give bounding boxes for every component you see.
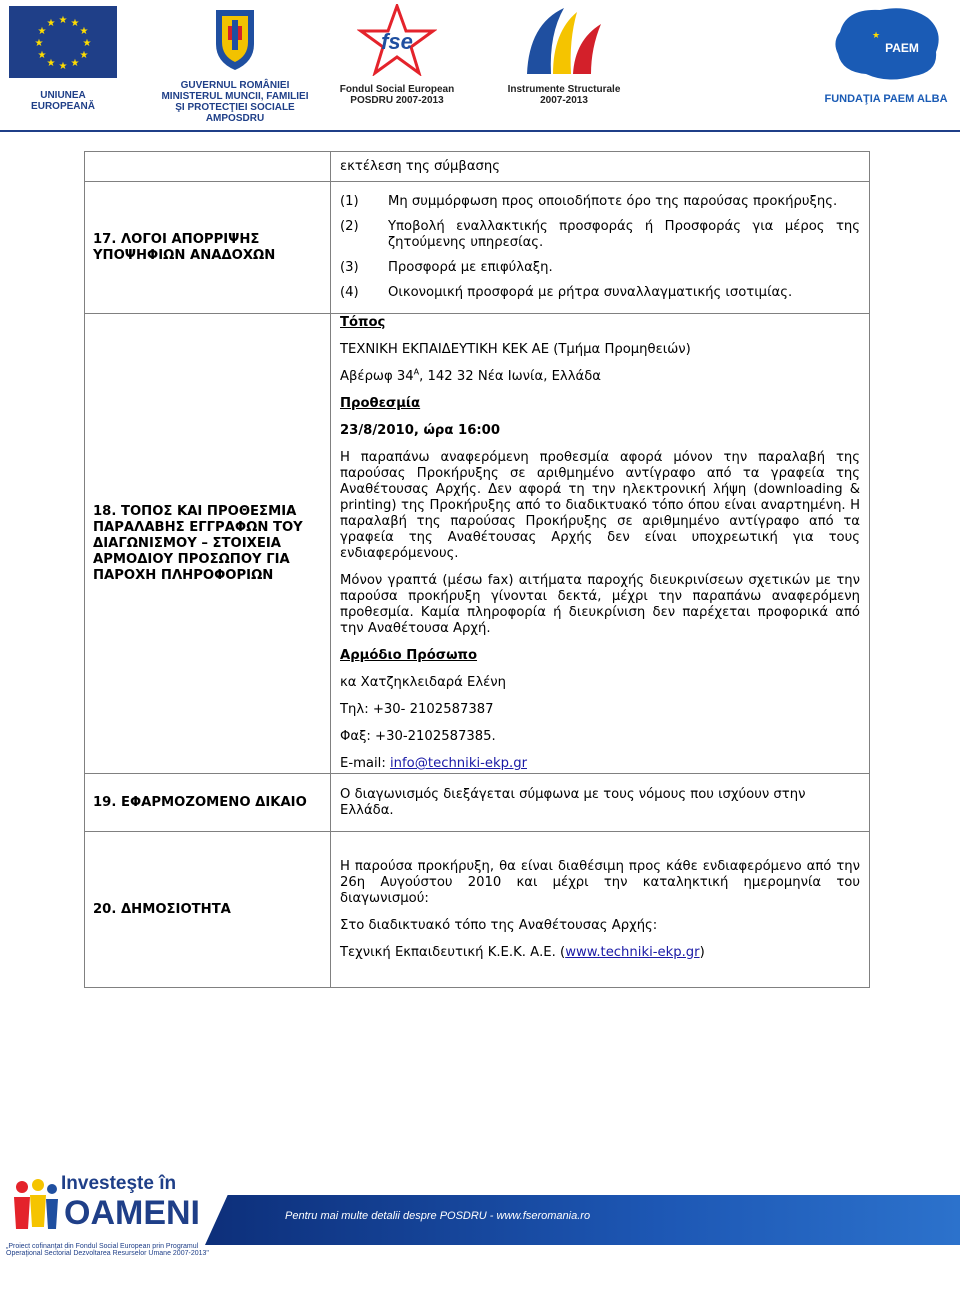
contact-name: κα Χατζηκλειδαρά Ελένη	[340, 675, 507, 690]
section-17-label: 17. ΛΟΓΟΙ ΑΠΟΡΡΙΨΗΣ ΥΠΟΨΗΦΙΩΝ ΑΝΑΔΟΧΩΝ	[93, 231, 276, 263]
section-19-label-cell	[85, 774, 331, 832]
government-caption-2: MINISTERUL MUNCII, FAMILIEI	[161, 91, 309, 102]
people-figures-icon	[8, 1177, 60, 1235]
fse-wordmark: fse	[381, 29, 413, 54]
deadline-heading: Προθεσμία	[340, 396, 421, 411]
page-header	[0, 0, 960, 130]
coat-of-arms-icon	[210, 4, 260, 72]
tender-details-table	[84, 151, 870, 988]
eu-flag-icon	[9, 6, 117, 78]
svg-text:★: ★	[37, 26, 47, 37]
government-logo	[160, 4, 310, 124]
list-item-number: (3)	[340, 260, 359, 275]
header-divider	[0, 130, 960, 132]
footer-logo-line-1: Investeşte în	[61, 1173, 177, 1194]
fse-caption-2: POSDRU 2007-2013	[350, 95, 444, 106]
svg-text:★: ★	[58, 61, 68, 72]
contract-execution-text: εκτέλεση της σύμβασης	[340, 158, 500, 174]
email-link[interactable]: info@techniki-ekp.gr	[389, 756, 527, 771]
address	[340, 369, 860, 385]
closing-paren: )	[699, 944, 705, 960]
section-20-label-cell	[85, 832, 331, 988]
list-item	[340, 194, 860, 210]
structural-instruments-caption-1: Instrumente Structurale	[507, 84, 621, 95]
eu-logo	[8, 6, 118, 112]
contact-heading: Αρμόδιο Πρόσωπο	[340, 648, 478, 663]
government-caption-3: ŞI PROTECŢIEI SOCIALE	[175, 102, 295, 113]
government-caption-1: GUVERNUL ROMÂNIEI	[180, 80, 290, 91]
list-item-number: (4)	[340, 285, 359, 300]
footer-small-line-1: „Proiect cofinanţat din Fondul Social European prin Programul	[6, 1243, 199, 1250]
address-city: , 142 32 Νέα Ιωνία, Ελλάδα	[419, 369, 601, 384]
table-row	[85, 774, 870, 832]
structural-instruments-caption-2: 2007-2013	[540, 95, 588, 106]
list-item-text: Μη συμμόρφωση προς οποιοδήποτε όρο της παρούσας προκήρυξης.	[388, 194, 838, 209]
paem-wordmark: PAEM	[885, 41, 919, 55]
svg-text:★: ★	[79, 50, 89, 61]
svg-text:★: ★	[34, 38, 44, 49]
list-item	[340, 285, 860, 301]
eu-caption: UNIUNEA EUROPEANĂ	[31, 90, 95, 112]
publicity-paragraph: Η παρούσα προκήρυξη, θα είναι διαθέσιμη προς κάθε ενδιαφερόμενο από την 26η Αυγούστου 2010 και μέχρι την καταληκτική ημερομηνία του διαγωνισμού:	[340, 858, 860, 906]
section-19-label: 19. ΕΦΑΡΜΟΖΟΜΕΝΟ ΔΙΚΑΙΟ	[93, 794, 307, 810]
list-item-text: Υποβολή εναλλακτικής προσφοράς ή Προσφοράς για μέρος της ζητούμενης υπηρεσίας.	[388, 219, 860, 250]
email-label: E-mail:	[340, 756, 390, 771]
svg-text:★: ★	[70, 18, 80, 29]
list-item-number: (2)	[340, 219, 359, 234]
table-cell	[331, 152, 870, 182]
section-17-label-cell	[85, 182, 331, 314]
section-18-value-cell	[331, 314, 870, 774]
list-item	[340, 219, 860, 251]
svg-text:★: ★	[70, 58, 80, 69]
table-row	[85, 182, 870, 314]
table-row	[85, 152, 870, 182]
svg-text:★: ★	[46, 18, 56, 29]
list-item-text: Οικονομική προσφορά με ρήτρα συναλλαγματικής ισοτιμίας.	[388, 285, 793, 300]
table-row	[85, 832, 870, 988]
list-item	[340, 260, 860, 276]
page-footer	[0, 1165, 960, 1297]
table-row	[85, 314, 870, 774]
svg-text:★: ★	[58, 15, 68, 26]
section-17-value-cell	[331, 182, 870, 314]
list-item-text: Προσφορά με επιφύλαξη.	[388, 260, 553, 275]
footer-logo-line-2: OAMENI	[64, 1194, 200, 1232]
section-20-label: 20. ΔΗΜΟΣΙΟΤΗΤΑ	[93, 901, 231, 917]
fse-star-icon	[357, 4, 437, 76]
contact-phone: Τηλ: +30- 2102587387	[340, 702, 494, 717]
government-caption-4: AMPOSDRU	[205, 113, 265, 124]
table-cell-empty	[85, 152, 331, 182]
structural-instruments-icon	[519, 4, 609, 76]
place-name: ΤΕΧΝΙΚΗ ΕΚΠΑΙΔΕΥΤΙΚΗ ΚΕΚ ΑΕ (Τμήμα Προμηθειών)	[340, 342, 691, 357]
posdru-banner-text: Pentru mai multe detalii despre POSDRU - www.fseromania.ro	[285, 1210, 591, 1222]
paem-map-icon	[826, 2, 946, 84]
svg-text:★: ★	[37, 50, 47, 61]
fse-logo	[332, 4, 462, 106]
website-intro: Στο διαδικτυακό τόπο της Αναθέτουσας Αρχής:	[340, 917, 658, 933]
list-item-number: (1)	[340, 194, 359, 209]
investeste-in-oameni-logo	[6, 1173, 209, 1257]
clarifications-paragraph: Μόνον γραπτά (μέσω fax) αιτήματα παροχής διευκρινίσεων σχετικών με την παρούσα προκήρυξη γίνονται δεκτά, μέχρι την παραπάνω αναφερόμενη προθεσμία. Καμία πληροφορία ή διευκρίνιση δεν παρέχεται προφορικά από την Αναθέτουσα Αρχή.	[340, 573, 860, 636]
svg-text:★: ★	[82, 38, 92, 49]
paem-logo	[812, 2, 960, 105]
footer-small-line-2: Operaţional Sectorial Dezvoltarea Resurselor Umane 2007-2013"	[6, 1250, 209, 1257]
svg-text:★: ★	[46, 58, 56, 69]
contact-fax: Φαξ: +30-2102587385.	[340, 729, 496, 744]
place-heading: Τόπος	[340, 315, 386, 330]
contact-email	[340, 756, 860, 772]
deadline-note-paragraph: Η παραπάνω αναφερόμενη προθεσμία αφορά μόνον την παραλαβή της παρούσας Προκήρυξης σε αριθμημένο αντίγραφο από τα γραφεία της Αναθέτουσας Αρχής. Δεν αφορά τη την ηλεκτρονική λήψη (downloading & printing) της Προκήρυξης από το διαδικτυακό τόπο όπου είναι αναρτημένη. Η παραλαβή της παρούσας Προκήρυξης σε αριθμημένο αντίγραφο από τα γραφεία της Αναθέτουσας Αρχής δεν είναι υποχρεωτική για τους ενδιαφερόμενους.	[340, 450, 860, 561]
svg-text:★: ★	[871, 31, 881, 41]
section-19-value-cell	[331, 774, 870, 832]
section-18-label: 18. ΤΟΠΟΣ ΚΑΙ ΠΡΟΘΕΣΜΙΑ ΠΑΡΑΛΑΒΗΣ ΕΓΓΡΑΦΩΝ ΤΟΥ ΔΙΑΓΩΝΙΣΜΟΥ – ΣΤΟΙΧΕΙΑ ΑΡΜΟΔΙΟΥ ΠΡΟΣΩΠΟΥ ΓΙΑ ΠΑΡΟΧΗ ΠΛΗΡΟΦΟΡΙΩΝ	[93, 503, 303, 583]
organization-name: Τεχνική Εκπαιδευτική Κ.Ε.Κ. Α.Ε. (	[340, 944, 566, 960]
applicable-law-text: Ο διαγωνισμός διεξάγεται σύμφωνα με τους νόμους που ισχύουν στην Ελλάδα.	[340, 786, 806, 818]
paem-caption: FUNDAŢIA PAEM ALBA	[824, 93, 948, 105]
fse-caption-1: Fondul Social European	[339, 84, 455, 95]
website-line	[340, 945, 860, 961]
address-street: Αβέρωφ 34	[340, 369, 414, 384]
address-superscript: Α	[413, 367, 420, 377]
structural-instruments-logo	[494, 4, 634, 106]
section-20-value-cell	[331, 832, 870, 988]
svg-text:★: ★	[79, 26, 89, 37]
section-18-label-cell	[85, 314, 331, 774]
website-link[interactable]: www.techniki-ekp.gr	[565, 944, 700, 960]
deadline-value: 23/8/2010, ώρα 16:00	[340, 423, 500, 438]
